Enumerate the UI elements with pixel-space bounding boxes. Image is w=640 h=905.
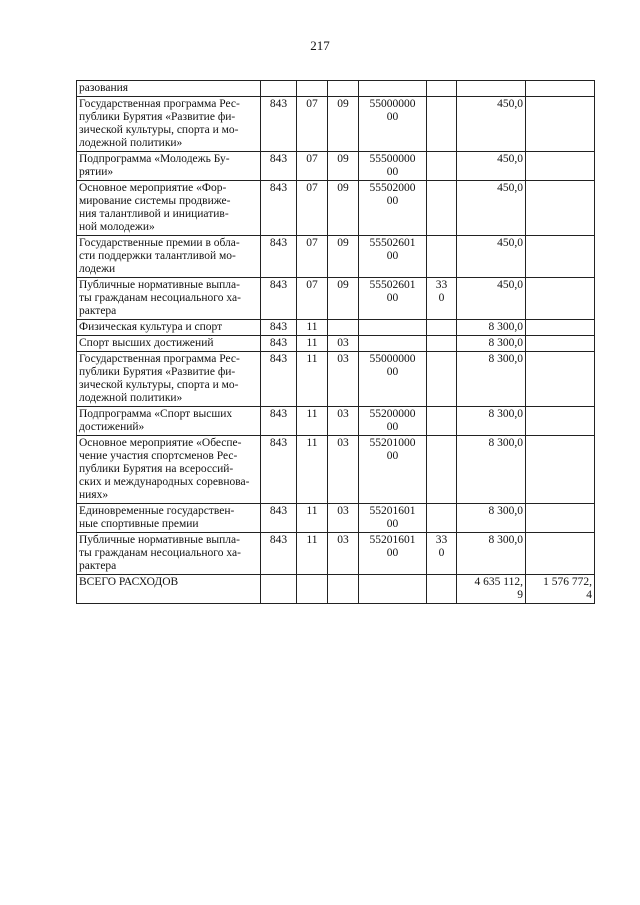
amount-second-cell	[526, 504, 595, 533]
amount-cell-text: 8 300,0	[488, 437, 523, 449]
amount-second-cell	[526, 320, 595, 336]
amount-second-cell	[526, 152, 595, 181]
section-code-cell-text: 11	[306, 337, 318, 349]
subsection-code-cell	[328, 152, 359, 181]
item-name-cell-text: Физическая культура и спорт	[79, 321, 223, 333]
subsection-code-cell	[328, 575, 359, 604]
section-code-cell	[297, 504, 328, 533]
ministry-code-cell	[261, 407, 297, 436]
amount-second-cell	[526, 352, 595, 407]
section-code-cell-text: 07	[306, 279, 318, 291]
target-article-cell-text: 55201601 00	[369, 505, 416, 530]
subsection-code-cell-text: 09	[337, 237, 349, 249]
ministry-code-cell-text: 843	[269, 153, 288, 165]
amount-cell	[457, 407, 526, 436]
ministry-code-cell	[261, 81, 297, 97]
subsection-code-cell	[328, 278, 359, 320]
amount-second-cell	[526, 81, 595, 97]
target-article-cell	[359, 336, 427, 352]
ministry-code-cell	[261, 152, 297, 181]
amount-cell	[457, 352, 526, 407]
section-code-cell	[297, 575, 328, 604]
amount-second-cell	[526, 97, 595, 152]
ministry-code-cell	[261, 97, 297, 152]
ministry-code-cell	[261, 320, 297, 336]
table-row	[77, 278, 595, 320]
ministry-code-cell	[261, 436, 297, 504]
item-name-cell	[77, 336, 261, 352]
subsection-code-cell	[328, 533, 359, 575]
amount-cell-text: 450,0	[497, 182, 523, 194]
amount-cell	[457, 181, 526, 236]
section-code-cell	[297, 81, 328, 97]
subsection-code-cell	[328, 407, 359, 436]
amount-cell-text: 8 300,0	[488, 534, 523, 546]
ministry-code-cell-text: 843	[269, 237, 288, 249]
section-code-cell-text: 11	[306, 321, 318, 333]
ministry-code-cell-text: 843	[269, 437, 288, 449]
item-name-cell-text: Основное мероприятие «Фор- мирование системы продвиже- ния талантливой и инициатив- ной молодежи»	[79, 182, 231, 233]
amount-cell-text: 8 300,0	[488, 337, 523, 349]
page-number: 217	[310, 38, 330, 53]
amount-cell-text: 8 300,0	[488, 353, 523, 365]
target-article-cell-text: 55502601 00	[369, 279, 416, 304]
ministry-code-cell	[261, 533, 297, 575]
ministry-code-cell-text: 843	[269, 408, 288, 420]
section-code-cell	[297, 181, 328, 236]
amount-second-cell	[526, 181, 595, 236]
target-article-cell	[359, 533, 427, 575]
table-row	[77, 533, 595, 575]
ministry-code-cell-text: 843	[269, 182, 288, 194]
ministry-code-cell	[261, 278, 297, 320]
subsection-code-cell	[328, 236, 359, 278]
item-name-cell	[77, 181, 261, 236]
subsection-code-cell	[328, 97, 359, 152]
ministry-code-cell	[261, 236, 297, 278]
expense-type-cell	[427, 320, 457, 336]
item-name-cell-text: Государственная программа Рес- публики Бурятия «Развитие фи- зической культуры, спорта и мо- лодежной политики»	[79, 353, 240, 404]
item-name-cell-text: Подпрограмма «Спорт высших достижений»	[79, 408, 233, 433]
subsection-code-cell	[328, 352, 359, 407]
item-name-cell	[77, 320, 261, 336]
expense-type-cell	[427, 352, 457, 407]
subsection-code-cell	[328, 336, 359, 352]
amount-second-cell	[526, 407, 595, 436]
section-code-cell	[297, 352, 328, 407]
subsection-code-cell-text: 09	[337, 279, 349, 291]
section-code-cell-text: 11	[306, 437, 318, 449]
section-code-cell-text: 07	[306, 182, 318, 194]
target-article-cell-text: 55000000 00	[369, 98, 416, 123]
amount-cell	[457, 575, 526, 604]
ministry-code-cell-text: 843	[269, 98, 288, 110]
subsection-code-cell	[328, 504, 359, 533]
table-row	[77, 436, 595, 504]
item-name-cell	[77, 236, 261, 278]
table-row	[77, 320, 595, 336]
amount-cell	[457, 533, 526, 575]
target-article-cell-text: 55201000 00	[369, 437, 416, 462]
section-code-cell	[297, 436, 328, 504]
amount-cell-text: 450,0	[497, 153, 523, 165]
expense-type-cell	[427, 504, 457, 533]
item-name-cell	[77, 436, 261, 504]
item-name-cell	[77, 407, 261, 436]
item-name-cell	[77, 504, 261, 533]
ministry-code-cell-text: 843	[269, 321, 288, 333]
item-name-cell-text: Государственные премии в обла- сти поддержки талантливой мо- лодежи	[79, 237, 240, 275]
item-name-cell	[77, 152, 261, 181]
expense-type-cell	[427, 407, 457, 436]
amount-cell-text: 8 300,0	[488, 408, 523, 420]
ministry-code-cell	[261, 575, 297, 604]
item-name-cell	[77, 97, 261, 152]
subsection-code-cell-text: 09	[337, 98, 349, 110]
expense-type-cell	[427, 181, 457, 236]
amount-cell-text: 450,0	[497, 279, 523, 291]
section-code-cell	[297, 407, 328, 436]
section-code-cell	[297, 97, 328, 152]
amount-second-cell	[526, 336, 595, 352]
amount-second-cell	[526, 575, 595, 604]
ministry-code-cell	[261, 181, 297, 236]
target-article-cell-text: 55200000 00	[369, 408, 416, 433]
section-code-cell-text: 11	[306, 353, 318, 365]
target-article-cell	[359, 81, 427, 97]
section-code-cell	[297, 336, 328, 352]
ministry-code-cell-text: 843	[269, 353, 288, 365]
target-article-cell-text: 55502601 00	[369, 237, 416, 262]
section-code-cell	[297, 278, 328, 320]
expense-type-cell-text: 33 0	[435, 279, 448, 304]
target-article-cell	[359, 152, 427, 181]
subsection-code-cell-text: 03	[337, 505, 349, 517]
subsection-code-cell-text: 03	[337, 337, 349, 349]
expense-type-cell	[427, 575, 457, 604]
ministry-code-cell	[261, 336, 297, 352]
ministry-code-cell	[261, 352, 297, 407]
expense-type-cell	[427, 236, 457, 278]
item-name-cell	[77, 533, 261, 575]
item-name-cell	[77, 575, 261, 604]
target-article-cell-text: 55201601 00	[369, 534, 416, 559]
target-article-cell	[359, 320, 427, 336]
amount-cell	[457, 81, 526, 97]
subsection-code-cell-text: 03	[337, 534, 349, 546]
item-name-cell-text: Публичные нормативные выпла- ты гражданам несоциального ха- рактера	[79, 534, 241, 572]
target-article-cell-text: 55502000 00	[369, 182, 416, 207]
target-article-cell	[359, 407, 427, 436]
amount-second-cell-text: 1 576 772, 4	[543, 576, 592, 601]
subsection-code-cell	[328, 81, 359, 97]
ministry-code-cell-text: 843	[269, 534, 288, 546]
expense-type-cell	[427, 533, 457, 575]
subsection-code-cell-text: 09	[337, 182, 349, 194]
item-name-cell	[77, 352, 261, 407]
ministry-code-cell-text: 843	[269, 279, 288, 291]
section-code-cell-text: 11	[306, 408, 318, 420]
target-article-cell	[359, 436, 427, 504]
section-code-cell-text: 07	[306, 98, 318, 110]
amount-second-cell	[526, 278, 595, 320]
amount-second-cell	[526, 533, 595, 575]
table-row	[77, 336, 595, 352]
table-body	[77, 81, 595, 604]
table-row	[77, 81, 595, 97]
section-code-cell-text: 07	[306, 153, 318, 165]
item-name-cell-text: Спорт высших достижений	[79, 337, 214, 349]
table-row	[77, 152, 595, 181]
table-row	[77, 236, 595, 278]
target-article-cell	[359, 352, 427, 407]
target-article-cell	[359, 575, 427, 604]
subsection-code-cell-text: 09	[337, 153, 349, 165]
expense-type-cell	[427, 81, 457, 97]
section-code-cell-text: 11	[306, 505, 318, 517]
item-name-cell	[77, 278, 261, 320]
amount-cell	[457, 504, 526, 533]
section-code-cell	[297, 533, 328, 575]
expense-type-cell	[427, 152, 457, 181]
budget-table	[76, 80, 595, 604]
amount-cell	[457, 152, 526, 181]
section-code-cell	[297, 320, 328, 336]
table-row	[77, 181, 595, 236]
target-article-cell	[359, 278, 427, 320]
amount-cell-text: 8 300,0	[488, 321, 523, 333]
amount-cell	[457, 278, 526, 320]
amount-cell	[457, 436, 526, 504]
item-name-cell-text: Публичные нормативные выпла- ты гражданам несоциального ха- рактера	[79, 279, 241, 317]
expense-type-cell	[427, 97, 457, 152]
item-name-cell-text: Основное мероприятие «Обеспе- чение участия спортсменов Рес- публики Бурятия на всероссий- ских и международных соревнова- ниях»	[79, 437, 250, 501]
item-name-cell-text: Государственная программа Рес- публики Бурятия «Развитие фи- зической культуры, спорта и мо- лодежной политики»	[79, 98, 240, 149]
target-article-cell-text: 55500000 00	[369, 153, 416, 178]
subsection-code-cell	[328, 436, 359, 504]
item-name-cell-text: Единовременные государствен- ные спортивные премии	[79, 505, 235, 530]
amount-cell-text: 450,0	[497, 98, 523, 110]
amount-cell-text: 450,0	[497, 237, 523, 249]
amount-cell	[457, 320, 526, 336]
table-row	[77, 504, 595, 533]
ministry-code-cell-text: 843	[269, 337, 288, 349]
item-name-cell-text: ВСЕГО РАСХОДОВ	[79, 576, 179, 588]
target-article-cell	[359, 181, 427, 236]
section-code-cell	[297, 152, 328, 181]
target-article-cell	[359, 236, 427, 278]
subsection-code-cell	[328, 181, 359, 236]
amount-cell	[457, 336, 526, 352]
subsection-code-cell-text: 03	[337, 437, 349, 449]
table-row	[77, 407, 595, 436]
table-row	[77, 352, 595, 407]
item-name-cell-text: разования	[79, 82, 129, 94]
section-code-cell-text: 07	[306, 237, 318, 249]
amount-cell	[457, 97, 526, 152]
section-code-cell	[297, 236, 328, 278]
item-name-cell-text: Подпрограмма «Молодежь Бу- рятии»	[79, 153, 230, 178]
target-article-cell-text: 55000000 00	[369, 353, 416, 378]
item-name-cell	[77, 81, 261, 97]
subsection-code-cell	[328, 320, 359, 336]
amount-cell	[457, 236, 526, 278]
subsection-code-cell-text: 03	[337, 408, 349, 420]
ministry-code-cell-text: 843	[269, 505, 288, 517]
amount-cell-text: 4 635 112, 9	[474, 576, 523, 601]
amount-second-cell	[526, 236, 595, 278]
subsection-code-cell-text: 03	[337, 353, 349, 365]
amount-cell-text: 8 300,0	[488, 505, 523, 517]
expense-type-cell	[427, 336, 457, 352]
table-row	[77, 97, 595, 152]
expense-type-cell-text: 33 0	[435, 534, 448, 559]
section-code-cell-text: 11	[306, 534, 318, 546]
expense-type-cell	[427, 278, 457, 320]
ministry-code-cell	[261, 504, 297, 533]
amount-second-cell	[526, 436, 595, 504]
target-article-cell	[359, 504, 427, 533]
target-article-cell	[359, 97, 427, 152]
expense-type-cell	[427, 436, 457, 504]
table-row	[77, 575, 595, 604]
